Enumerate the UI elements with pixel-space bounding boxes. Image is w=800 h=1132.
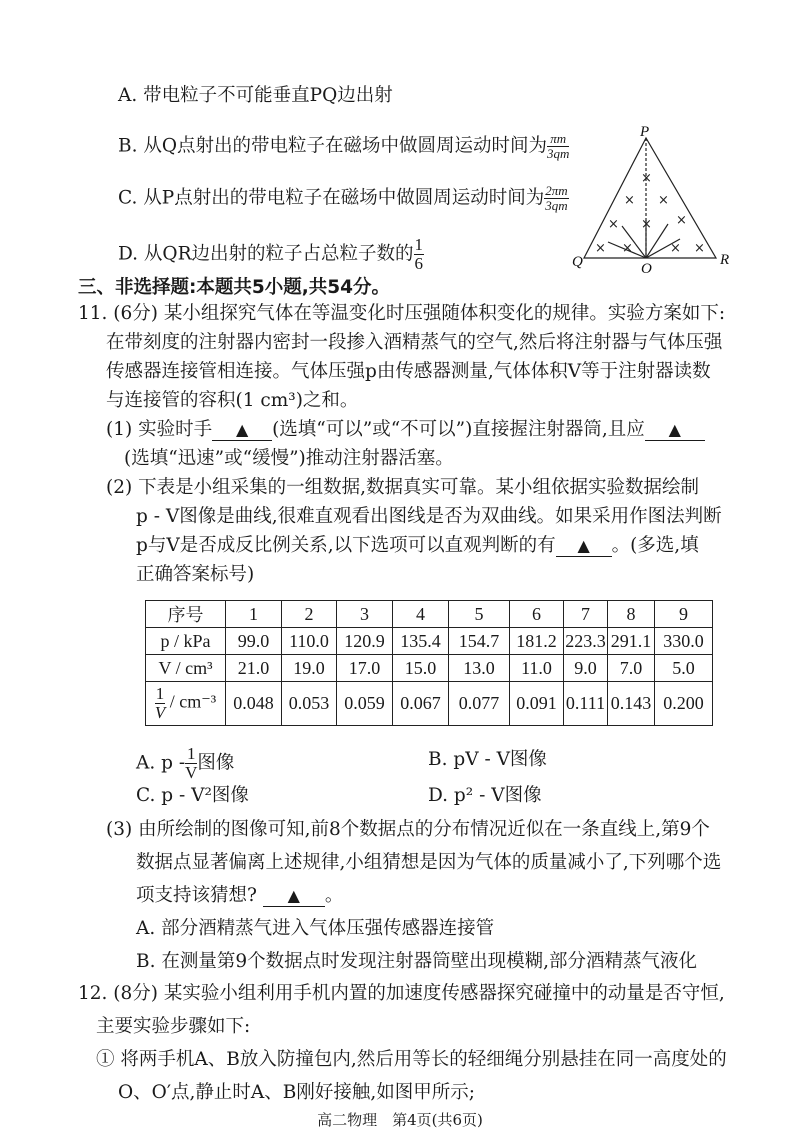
q11-part2-line1: (2) 下表是小组采集的一组数据,数据真实可靠。某小组依据实验数据绘制 (106, 477, 699, 498)
table-cell: 5.0 (655, 655, 713, 682)
option-a-prefix: A. p - (136, 752, 186, 774)
table-cell: 99.0 (226, 628, 282, 655)
svg-text:×: × (624, 193, 635, 208)
row-label: p / kPa (146, 628, 226, 655)
denominator: 6 (414, 254, 424, 273)
table-cell: 8 (608, 601, 655, 628)
q11-part2-text-a: p与V是否成反比例关系,以下选项可以直观判断的有 (136, 535, 556, 556)
q10-option-b-text: B. 从Q点射出的带电粒子在磁场中做圆周运动时间为 (118, 135, 548, 157)
table-cell: 19.0 (282, 655, 337, 682)
table-cell: 2 (282, 601, 337, 628)
fraction (547, 132, 569, 161)
q11-line-4: 与连接管的容积(1 cm³)之和。 (106, 390, 359, 411)
q10-option-c-text: C. 从P点射出的带电粒子在磁场中做圆周运动时间为 (118, 187, 545, 209)
page-footer: 高二物理 第4页(共6页) (317, 1111, 483, 1129)
denominator: 3qm (545, 198, 568, 213)
answer-blank[interactable]: ▲ (212, 420, 272, 441)
svg-text:×: × (694, 241, 705, 256)
table-row-index (146, 601, 713, 628)
q11-part2-line2: p - V图像是曲线,很难直观看出图线是否为双曲线。如果采用作图法判断 (136, 506, 722, 527)
svg-text:×: × (622, 241, 633, 256)
data-table (145, 600, 713, 726)
label-o: O (641, 261, 652, 274)
table-cell: 3 (337, 601, 393, 628)
q11-line-3: 传感器连接管相连接。气体压强p由传感器测量,气体体积V等于注射器读数 (106, 361, 711, 382)
answer-blank[interactable]: ▲ (645, 420, 705, 441)
table-cell: 0.111 (564, 682, 608, 726)
q11-part3-line2: 数据点显著偏离上述规律,小组猜想是因为气体的质量减小了,下列哪个选 (136, 852, 722, 873)
q11-part2-option-d: D. p² - V图像 (428, 785, 542, 806)
q11-part1-line1 (106, 418, 705, 442)
q11-part3-option-a: A. 部分酒精蒸气进入气体压强传感器连接管 (136, 918, 495, 939)
numerator: 1 (155, 684, 165, 703)
option-a-suffix: 图像 (197, 752, 235, 774)
q11-part1-text-a: (1) 实验时手 (106, 419, 213, 440)
table-cell: 13.0 (449, 655, 510, 682)
table-cell: 135.4 (393, 628, 449, 655)
svg-text:×: × (676, 213, 687, 228)
q10-option-a: A. 带电粒子不可能垂直PQ边出射 (118, 85, 393, 106)
fraction (414, 236, 425, 273)
q10-option-d-text: D. 从QR边出射的粒子占总粒子数的 (118, 243, 414, 265)
svg-text:×: × (641, 217, 652, 232)
q11-part3-line3 (136, 884, 343, 908)
section-3-title: 三、非选择题:本题共5小题,共54分。 (78, 277, 391, 298)
denominator: V (154, 703, 166, 722)
q12-line-4: O、O′点,静止时A、B刚好接触,如图甲所示; (118, 1082, 475, 1103)
numerator: 2πm (545, 183, 568, 198)
table-row-inverse-volume (146, 682, 713, 726)
row-label (146, 682, 226, 726)
table-cell: 5 (449, 601, 510, 628)
table-cell: 0.077 (449, 682, 510, 726)
table-cell: 11.0 (510, 655, 564, 682)
q11-part2-line3 (136, 534, 699, 558)
q10-option-b (118, 132, 569, 161)
q11-part2-line4: 正确答案标号) (136, 564, 255, 585)
denominator: 3qm (547, 146, 570, 161)
q11-line-1: 11. (6分) 某小组探究气体在等温变化时压强随体积变化的规律。实验方案如下: (78, 303, 726, 324)
svg-text:×: × (670, 241, 681, 256)
q11-line-2: 在带刻度的注射器内密封一段掺入酒精蒸气的空气,然后将注射器与气体压强 (106, 332, 723, 353)
q11-part3-text-b: 。 (324, 885, 344, 906)
q11-part3-text-a: 项支持该猜想? (136, 885, 257, 906)
table-cell: 0.091 (510, 682, 564, 726)
svg-text:×: × (608, 217, 619, 232)
table-cell: 223.3 (564, 628, 608, 655)
q11-part2-option-c: C. p - V²图像 (136, 785, 249, 806)
triangle-pqr (584, 138, 716, 258)
row-label: 序号 (146, 601, 226, 628)
q11-part2-option-a (136, 745, 234, 782)
table-cell: 9.0 (564, 655, 608, 682)
table-cell: 330.0 (655, 628, 713, 655)
table-cell: 7 (564, 601, 608, 628)
table-cell: 0.053 (282, 682, 337, 726)
table-cell: 110.0 (282, 628, 337, 655)
label-r: R (720, 252, 730, 268)
table-cell: 154.7 (449, 628, 510, 655)
label-p: P (640, 124, 650, 140)
svg-text:×: × (658, 193, 669, 208)
magnetic-field-triangle-figure (570, 124, 740, 274)
q11-part1-text-b: (选填“可以”或“不可以”)直接握注射器筒,且应 (272, 419, 645, 440)
q11-part3-option-b: B. 在测量第9个数据点时发现注射器筒壁出现模糊,部分酒精蒸气液化 (136, 951, 698, 972)
fraction (185, 745, 197, 782)
answer-blank[interactable]: ▲ (556, 536, 612, 557)
q11-part2-option-b: B. pV - V图像 (428, 749, 547, 770)
q11-part2-text-b: 。(多选,填 (611, 535, 699, 556)
q11-part3-line1: (3) 由所绘制的图像可知,前8个数据点的分布情况近似在一条直线上,第9个 (106, 819, 710, 840)
answer-blank[interactable]: ▲ (263, 886, 325, 907)
table-cell: 15.0 (393, 655, 449, 682)
table-cell: 291.1 (608, 628, 655, 655)
table-cell: 0.059 (337, 682, 393, 726)
table-cell: 0.048 (226, 682, 282, 726)
label-q: Q (572, 254, 583, 270)
numerator: 1 (187, 744, 196, 763)
q12-line-3: ① 将两手机A、B放入防撞包内,然后用等长的轻细绳分别悬挂在同一高度处的 (96, 1049, 727, 1070)
q12-line-2: 主要实验步骤如下: (96, 1016, 251, 1037)
table-cell: 0.067 (393, 682, 449, 726)
svg-text:×: × (641, 171, 652, 186)
table-cell: 17.0 (337, 655, 393, 682)
q10-option-d (118, 236, 424, 273)
table-cell: 6 (510, 601, 564, 628)
table-cell: 0.143 (608, 682, 655, 726)
fraction (155, 685, 166, 722)
table-cell: 181.2 (510, 628, 564, 655)
table-cell: 7.0 (608, 655, 655, 682)
table-cell: 1 (226, 601, 282, 628)
numerator: 1 (414, 235, 424, 254)
inv-v-unit: / cm⁻³ (169, 691, 217, 712)
fraction (544, 184, 568, 213)
row-label: V / cm³ (146, 655, 226, 682)
svg-text:×: × (595, 241, 606, 256)
table-row-volume (146, 655, 713, 682)
table-row-pressure (146, 628, 713, 655)
table-cell: 0.200 (655, 682, 713, 726)
q10-option-c (118, 184, 569, 213)
q12-line-1: 12. (8分) 某实验小组利用手机内置的加速度传感器探究碰撞中的动量是否守恒, (78, 983, 725, 1004)
table-cell: 4 (393, 601, 449, 628)
table-cell: 120.9 (337, 628, 393, 655)
denominator: V (185, 763, 198, 782)
table-cell: 21.0 (226, 655, 282, 682)
table-cell: 9 (655, 601, 713, 628)
numerator: πm (547, 132, 569, 147)
q11-part1-line2: (选填“迅速”或“缓慢”)推动注射器活塞。 (124, 448, 454, 469)
